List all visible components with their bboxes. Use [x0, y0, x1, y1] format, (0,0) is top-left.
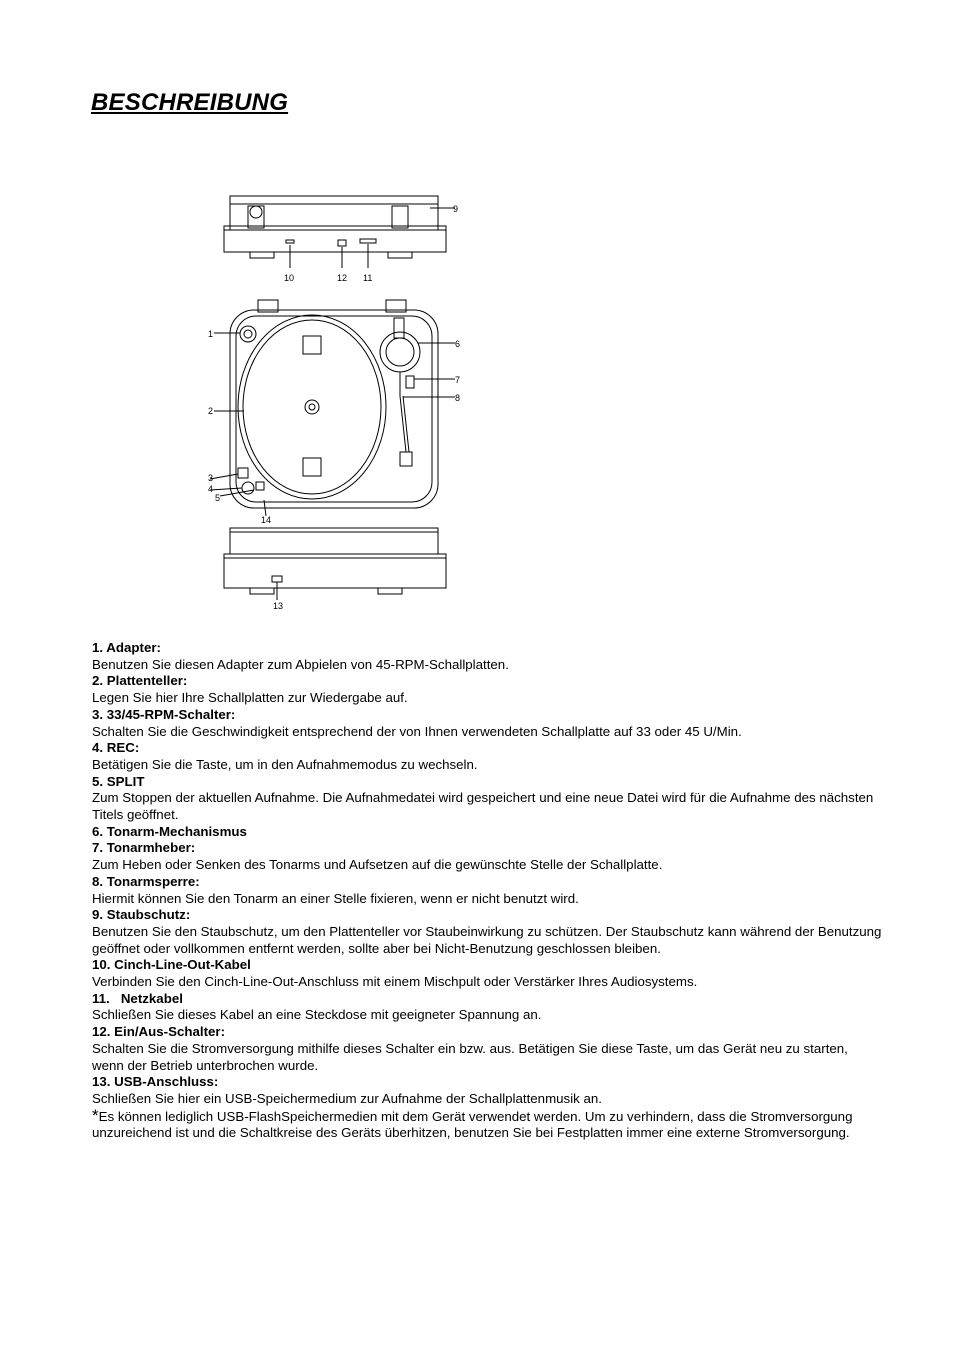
callout-labels: [208, 204, 460, 611]
callout-3: 3: [208, 473, 214, 483]
callout-9: 9: [453, 204, 459, 214]
callout-10: 10: [284, 273, 295, 283]
note-asterisk: *: [92, 1105, 99, 1125]
turntable-drawing: [200, 190, 470, 615]
item-text-split: Zum Stoppen der aktuellen Aufnahme. Die Aufnahmedatei wird gespeichert und eine neue Datei wird für die Aufnahme des nächsten Titels geöffnet.: [92, 790, 874, 823]
item-heading-rpm-schalter: 3. 33/45-RPM-Schalter:: [92, 706, 236, 722]
rear-view: [224, 196, 455, 268]
item-heading-adapter: 1. Adapter:: [92, 640, 161, 655]
callout-7: 7: [455, 375, 461, 385]
item-heading-ein-aus: 12. Ein/Aus-Schalter:: [92, 1024, 226, 1040]
item-heading-staubschutz: 9. Staubschutz:: [92, 907, 191, 923]
callout-8: 8: [455, 393, 461, 403]
front-view: [224, 528, 446, 600]
item-text-rpm-schalter: Schalten Sie die Geschwindigkeit entsprechend der von Ihnen verwendeten Schallplatte auf 33 oder 45 U/Min.: [92, 723, 742, 739]
callout-13: 13: [273, 601, 284, 611]
item-text-netzkabel: Schließen Sie dieses Kabel an eine Steckdose mit geeigneter Spannung an.: [92, 1007, 542, 1023]
item-text-staubschutz: Benutzen Sie den Staubschutz, um den Plattenteller vor Staubeinwirkung zu schützen. Der Staubschutz kann während der Benutzung geöffnet oder vollkommen entfernt werden, sollte aber bei Nicht-Benutzung geschlossen bleiben.: [92, 923, 882, 956]
parts-description-list: [92, 640, 882, 1142]
callout-12: 12: [337, 273, 348, 283]
item-heading-tonarmheber: 7. Tonarmheber:: [92, 840, 196, 856]
callout-11: 11: [363, 273, 373, 283]
item-heading-plattenteller: 2. Plattenteller:: [92, 673, 188, 689]
callout-6: 6: [455, 339, 461, 349]
callout-14: 14: [261, 515, 272, 525]
item-heading-netzkabel: 11. Netzkabel: [92, 990, 183, 1006]
item-text-cinch: Verbinden Sie den Cinch-Line-Out-Anschluss mit einem Mischpult oder Verstärker Ihres Audiosystems.: [92, 974, 698, 990]
item-text-rec: Betätigen Sie die Taste, um in den Aufnahmemodus zu wechseln.: [92, 756, 478, 772]
callout-5: 5: [215, 493, 221, 503]
item-heading-tonarm-mechanismus: 6. Tonarm-Mechanismus: [92, 823, 247, 839]
item-text-tonarmheber: Zum Heben oder Senken des Tonarms und Aufsetzen auf die gewünschte Stelle der Schallplatte.: [92, 857, 663, 873]
turntable-diagram: [200, 190, 470, 615]
page-title: BESCHREIBUNG: [91, 89, 289, 116]
item-heading-tonarmsperre: 8. Tonarmsperre:: [92, 873, 200, 889]
callout-4: 4: [208, 484, 214, 494]
item-heading-usb: 13. USB-Anschluss:: [92, 1074, 219, 1090]
item-text-ein-aus: Schalten Sie die Stromversorgung mithilfe dieses Schalter ein bzw. aus. Betätigen Sie diese Taste, um das Gerät neu zu starten, wenn der Betrieb unterbrochen wurde.: [92, 1040, 848, 1073]
callout-1: 1: [208, 329, 214, 339]
item-text-adapter: Benutzen Sie diesen Adapter zum Abpielen von 45-RPM-Schallplatten.: [92, 656, 509, 672]
note-text: Es können lediglich USB-FlashSpeichermedien mit dem Gerät verwendet werden. Um zu verhindern, dass die Stromversorgung unzureichend ist und die Schaltkreise des Geräts überhitzen, benutzen Sie bei Festplatten immer eine externe Stromversorgung.: [92, 1108, 853, 1141]
usb-note: [92, 1105, 882, 1142]
callout-2: 2: [208, 406, 214, 416]
item-heading-cinch: 10. Cinch-Line-Out-Kabel: [92, 957, 251, 973]
item-heading-split: 5. SPLIT: [92, 773, 145, 789]
item-text-usb: Schließen Sie hier ein USB-Speichermedium zur Aufnahme der Schallplattenmusik an.: [92, 1090, 602, 1106]
item-heading-rec: 4. REC:: [92, 740, 140, 756]
plan-view: [210, 300, 455, 516]
item-text-plattenteller: Legen Sie hier Ihre Schallplatten zur Wiedergabe auf.: [92, 690, 408, 706]
item-text-tonarmsperre: Hiermit können Sie den Tonarm an einer Stelle fixieren, wenn er nicht benutzt wird.: [92, 890, 579, 906]
